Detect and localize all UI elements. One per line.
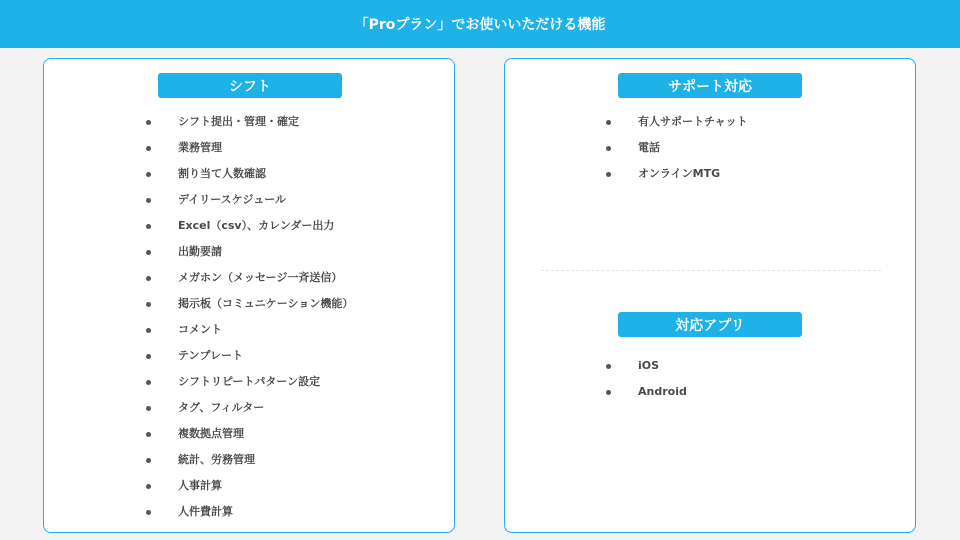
list-item: メガホン（メッセージ一斉送信）	[146, 265, 353, 291]
bullet-icon	[606, 146, 611, 151]
list-item: 人件費計算	[146, 499, 353, 525]
shift-heading: シフト	[158, 73, 342, 98]
list-item: iOS	[606, 353, 687, 379]
bullet-icon	[146, 224, 151, 229]
bullet-icon	[146, 354, 151, 359]
list-item: 電話	[606, 135, 748, 161]
bullet-icon	[146, 432, 151, 437]
bullet-icon	[146, 484, 151, 489]
bullet-icon	[606, 364, 611, 369]
bullet-icon	[146, 380, 151, 385]
list-item: Android	[606, 379, 687, 405]
bullet-icon	[146, 146, 151, 151]
list-item: テンプレート	[146, 343, 353, 369]
list-item: 人事計算	[146, 473, 353, 499]
bullet-icon	[146, 120, 151, 125]
bullet-icon	[606, 172, 611, 177]
list-item: 割り当て人数確認	[146, 161, 353, 187]
support-apps-card	[504, 58, 916, 533]
apps-heading: 対応アプリ	[618, 312, 802, 337]
list-item: 有人サポートチャット	[606, 109, 748, 135]
bullet-icon	[146, 328, 151, 333]
list-item: コメント	[146, 317, 353, 343]
list-item: オンラインMTG	[606, 161, 748, 187]
list-item: 統計、労務管理	[146, 447, 353, 473]
list-item: シフト提出・管理・確定	[146, 109, 353, 135]
bullet-icon	[146, 406, 151, 411]
support-list	[606, 109, 748, 187]
list-item: タグ、フィルター	[146, 395, 353, 421]
section-divider	[541, 270, 881, 271]
shift-features-card	[43, 58, 455, 533]
list-item: シフトリピートパターン設定	[146, 369, 353, 395]
list-item: 業務管理	[146, 135, 353, 161]
list-item: デイリースケジュール	[146, 187, 353, 213]
page-title-banner	[0, 0, 960, 48]
list-item: 掲示板（コミュニケーション機能）	[146, 291, 353, 317]
list-item: Excel（csv）、カレンダー出力	[146, 213, 353, 239]
list-item: 複数拠点管理	[146, 421, 353, 447]
bullet-icon	[606, 120, 611, 125]
bullet-icon	[146, 250, 151, 255]
apps-list	[606, 353, 687, 405]
bullet-icon	[146, 198, 151, 203]
bullet-icon	[146, 172, 151, 177]
bullet-icon	[146, 458, 151, 463]
bullet-icon	[606, 390, 611, 395]
bullet-icon	[146, 302, 151, 307]
support-heading: サポート対応	[618, 73, 802, 98]
list-item: 出勤要請	[146, 239, 353, 265]
bullet-icon	[146, 276, 151, 281]
page-title: 「Proプラン」でお使いいただける機能	[354, 17, 606, 33]
bullet-icon	[146, 510, 151, 515]
shift-feature-list	[146, 109, 353, 525]
